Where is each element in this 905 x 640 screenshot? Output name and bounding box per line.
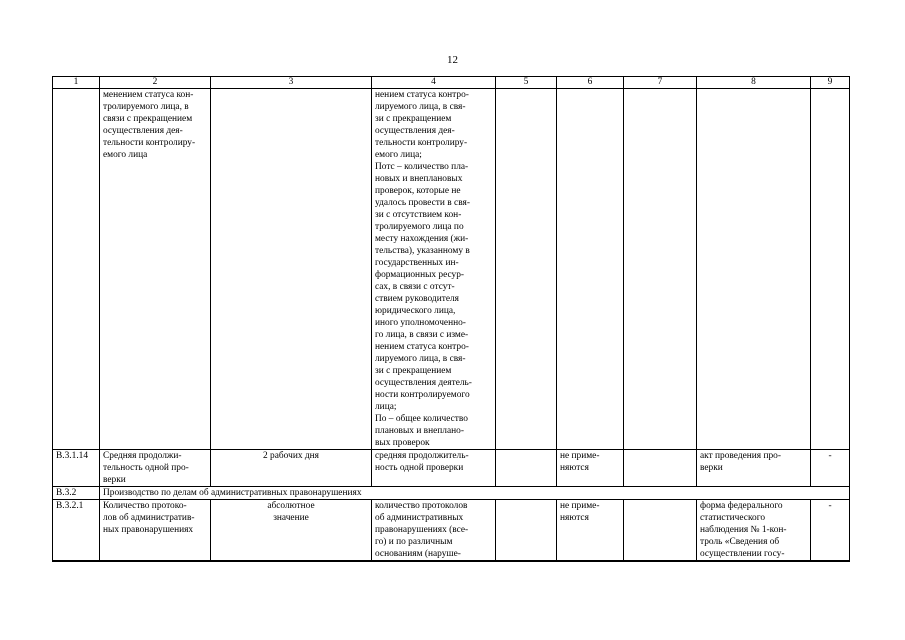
- text-line: не приме-: [560, 451, 600, 461]
- table-row-b3114: [53, 450, 850, 487]
- text-line: наблюдения № 1-кон-: [700, 525, 787, 535]
- text-line: лица;: [375, 402, 397, 412]
- text-line: осуществлении госу-: [700, 549, 785, 559]
- text-line: статистического: [700, 513, 766, 523]
- regulatory-table: [52, 76, 850, 562]
- column-number: 3: [211, 77, 372, 89]
- text-line: государственных ин-: [375, 258, 459, 268]
- empty-cell: [811, 89, 850, 450]
- text-line: формационных ресур-: [375, 270, 465, 280]
- source-cell: [697, 450, 811, 487]
- text-line: осуществления деятель-: [375, 378, 472, 388]
- text-line: форма федерального: [700, 501, 783, 511]
- text-line: го) и по различным: [375, 537, 453, 547]
- table-row-b32: [53, 487, 850, 500]
- column-number: 1: [53, 77, 100, 89]
- text-line: новых и внеплановых: [375, 174, 463, 184]
- formula-cell: [372, 89, 496, 450]
- text-line: количество протоколов: [375, 501, 468, 511]
- column-number: 6: [557, 77, 624, 89]
- coefficient-cell: [557, 450, 624, 487]
- text-line: месту нахождения (жи-: [375, 234, 469, 244]
- column-number: 4: [372, 77, 496, 89]
- empty-cell: [496, 450, 557, 487]
- text-line: ствием руководителя: [375, 294, 459, 304]
- source-cell: [697, 500, 811, 562]
- indicator-name-cell: [100, 450, 211, 487]
- text-line: правонарушениях (все-: [375, 525, 469, 535]
- text-line: связи с прекращением: [103, 114, 193, 124]
- target-value-cell: [211, 89, 372, 450]
- text-line: тролируемого лица, в: [103, 102, 189, 112]
- text-line: Средняя продолжи-: [103, 451, 182, 461]
- indicator-code-cell: В.3.1.14: [53, 450, 100, 487]
- indicator-name-cell: [100, 500, 211, 562]
- text-line: ности контролируемого: [375, 390, 470, 400]
- text-line: ных правонарушениях: [103, 525, 194, 535]
- empty-cell: [557, 89, 624, 450]
- note-cell: -: [811, 500, 850, 562]
- indicator-code-cell: В.3.2.1: [53, 500, 100, 562]
- text-line: осуществления дея-: [375, 126, 455, 136]
- indicator-name-cell: [100, 89, 211, 450]
- text-line: основаниям (наруше-: [375, 549, 461, 559]
- text-line: лов об административ-: [103, 513, 195, 523]
- coefficient-cell: [557, 500, 624, 562]
- empty-cell: [624, 500, 697, 562]
- text-line: Количество протоко-: [103, 501, 187, 511]
- column-number: 2: [100, 77, 211, 89]
- text-line: ность одной проверки: [375, 463, 464, 473]
- text-line: зи с прекращением: [375, 366, 452, 376]
- page-number: 12: [447, 54, 458, 66]
- text-line: юридического лица,: [375, 306, 456, 316]
- column-number: 8: [697, 77, 811, 89]
- text-line: няются: [560, 463, 589, 473]
- text-line: емого лица;: [375, 150, 422, 160]
- formula-cell: [372, 450, 496, 487]
- text-line: верки: [103, 475, 126, 485]
- target-value-cell: [211, 500, 372, 562]
- text-line: верки: [700, 463, 723, 473]
- text-line: троль «Сведения об: [700, 537, 780, 547]
- table-row-continuation: [53, 89, 850, 450]
- indicator-code-cell: [53, 89, 100, 450]
- target-value-cell: 2 рабочих дня: [211, 450, 372, 487]
- text-line: Потс – количество пла-: [375, 162, 469, 172]
- text-line: По – общее количество: [375, 414, 468, 424]
- formula-cell: [372, 500, 496, 562]
- text-line: тельность одной про-: [103, 463, 189, 473]
- text-line: плановых и внеплано-: [375, 426, 464, 436]
- text-line: нением статуса контро-: [375, 342, 469, 352]
- text-line: тельности контролиру-: [103, 138, 196, 148]
- text-line: об административных: [375, 513, 464, 523]
- text-line: няются: [560, 513, 589, 523]
- text-line: значение: [273, 513, 309, 523]
- text-line: проверок, которые не: [375, 186, 461, 196]
- text-line: лируемого лица, в свя-: [375, 102, 466, 112]
- text-line: тельности контролиру-: [375, 138, 468, 148]
- text-line: емого лица: [103, 150, 148, 160]
- column-number: 9: [811, 77, 850, 89]
- empty-cell: [496, 89, 557, 450]
- text-line: тельства), указанному в: [375, 246, 470, 256]
- table-row-b321: [53, 500, 850, 562]
- empty-cell: [624, 450, 697, 487]
- empty-cell: [697, 89, 811, 450]
- text-line: вых проверок: [375, 438, 430, 448]
- note-cell: -: [811, 450, 850, 487]
- column-number-row: [53, 77, 850, 89]
- empty-cell: [496, 500, 557, 562]
- text-line: го лица, в связи с изме-: [375, 330, 469, 340]
- text-line: нением статуса контро-: [375, 90, 469, 100]
- text-line: зи с прекращением: [375, 114, 452, 124]
- text-line: абсолютное: [267, 501, 315, 511]
- column-number: 5: [496, 77, 557, 89]
- text-line: акт проведения про-: [700, 451, 781, 461]
- text-line: удалось провести в свя-: [375, 198, 470, 208]
- text-line: тролируемого лица по: [375, 222, 464, 232]
- text-line: осуществления дея-: [103, 126, 183, 136]
- section-code-cell: В.3.2: [53, 487, 100, 500]
- section-title-cell: Производство по делам об административных правонарушениях: [100, 487, 850, 500]
- text-line: не приме-: [560, 501, 600, 511]
- text-line: менением статуса кон-: [103, 90, 194, 100]
- text-line: зи с отсутствием кон-: [375, 210, 462, 220]
- empty-cell: [624, 89, 697, 450]
- text-line: лируемого лица, в свя-: [375, 354, 466, 364]
- column-number: 7: [624, 77, 697, 89]
- text-line: сах, в связи с отсут-: [375, 282, 455, 292]
- text-line: иного уполномоченно-: [375, 318, 466, 328]
- text-line: средняя продолжитель-: [375, 451, 469, 461]
